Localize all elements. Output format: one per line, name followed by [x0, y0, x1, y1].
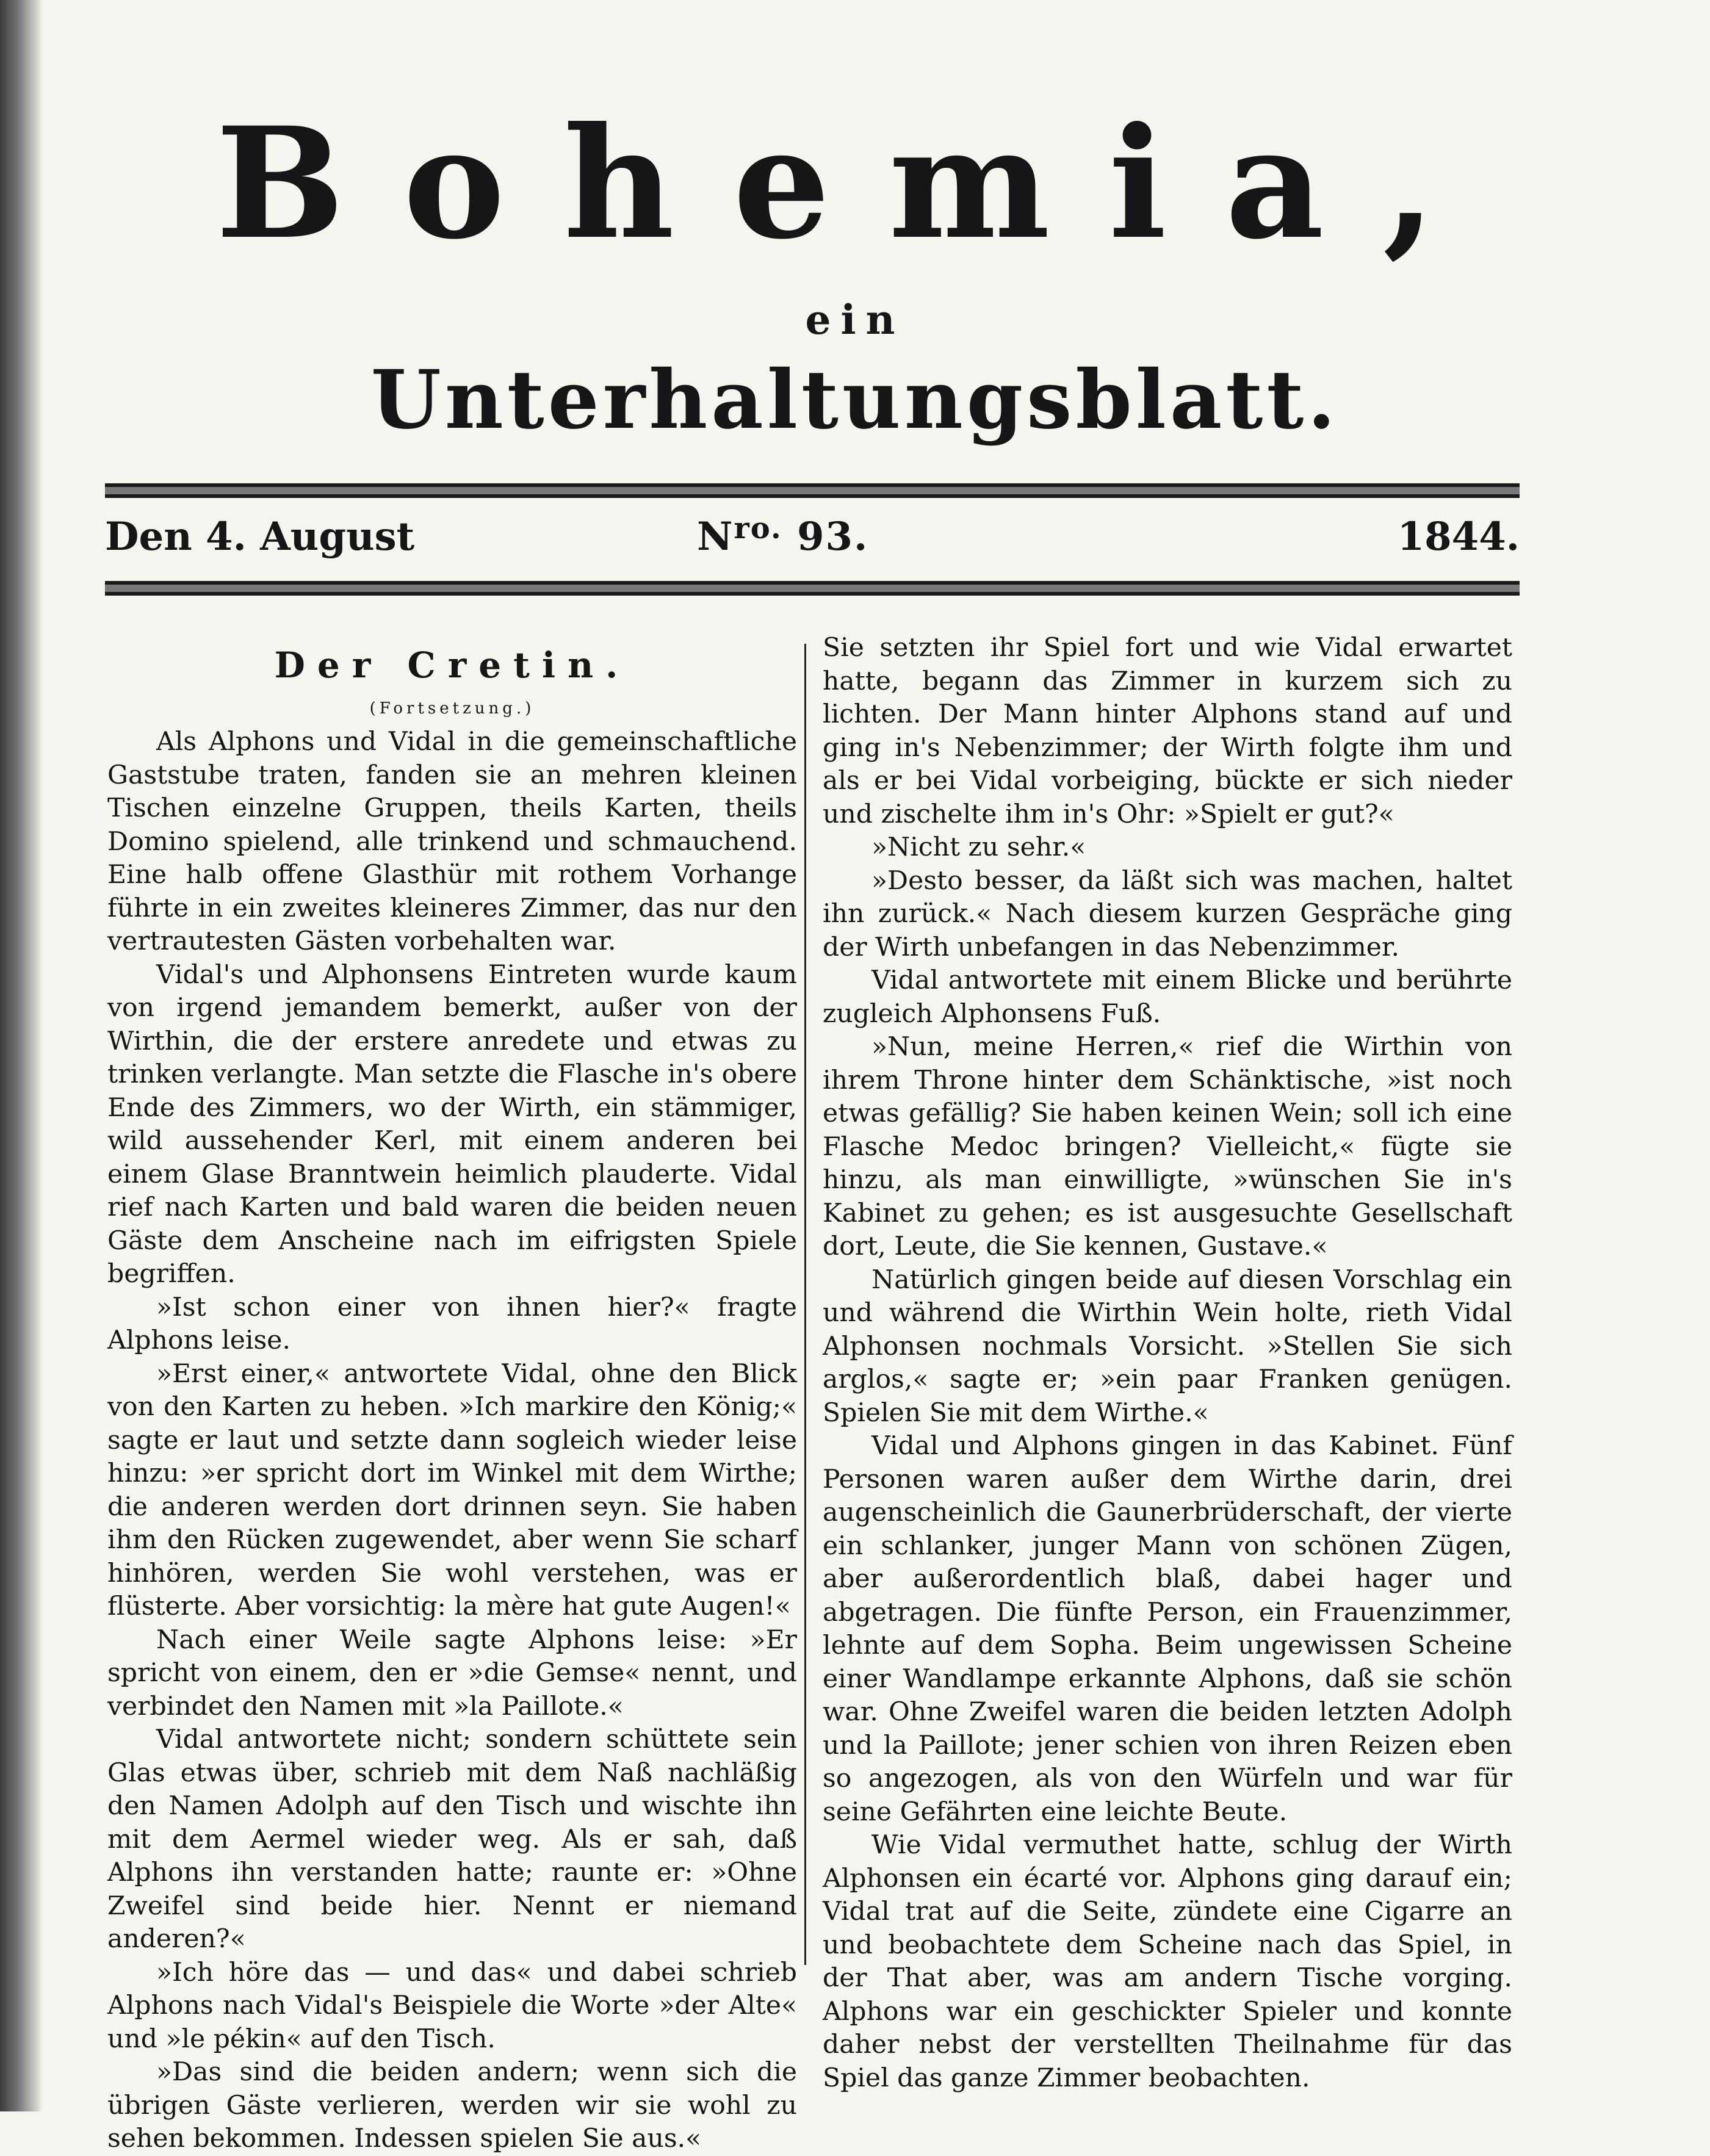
masthead-ein: ein — [805, 296, 905, 344]
paragraph: Sie setzten ihr Spiel fort und wie Vidal erwartet hatte, begann das Zimmer in kurzem sich zu lichten. Der Mann hinter Alphons stand auf und ging in's Nebenzimmer; der Wirth folgte ihm und als er bei Vidal vorbeiging, bückte er sich nieder und zischelte ihm in's Ohr: »Spielt er gut?« — [823, 633, 1512, 829]
article-column-left — [107, 632, 797, 2156]
paragraph: Natürlich gingen beide auf diesen Vorschlag ein und während die Wirthin Wein holte, rieth Vidal Alphonsen nochmals Vorsicht. »Stellen Sie sich arglos,« sagte er; »ein paar Franken genügen. Spielen Sie mit dem Wirthe.« — [823, 1264, 1512, 1428]
paragraph: Als Alphons und Vidal in die gemeinschaftliche Gaststube traten, fanden sie an mehren kleinen Tischen einzelne Gruppen, theils Karten, theils Domino spielend, alle trinkend und schmauchend. Eine halb offene Glasthür mit rothem Vorhange führte in ein zweites kleineres Zimmer, das nur den vertrautesten Gästen vorbehalten war. — [107, 727, 797, 956]
issue-year: 1844. — [1397, 514, 1520, 560]
top-double-rule — [105, 483, 1520, 498]
paragraph: »Nun, meine Herren,« rief die Wirthin von ihrem Throne hinter dem Schänktische, »ist noch etwas gefällig? Sie haben keinen Wein; soll ich eine Flasche Medoc bringen? Vielleicht,« fügte sie hinzu, als man einwilligte, »wünschen Sie in's Kabinet zu gehen; es ist ausgesuchte Gesellschaft dort, Leute, die Sie kennen, Gustave.« — [823, 1032, 1512, 1261]
bottom-double-rule — [105, 581, 1520, 596]
issue-number-value: 93. — [796, 514, 869, 560]
paragraph: Vidal antwortete mit einem Blicke und berührte zugleich Alphonsens Fuß. — [823, 965, 1512, 1029]
article-column-right — [823, 632, 1512, 2095]
paragraph: »Das sind die beiden andern; wenn sich die übrigen Gäste verlieren, werden wir sie wohl zu sehen bekommen. Indessen spielen Sie aus.« — [107, 2057, 797, 2154]
masthead-title: Bohemia, — [215, 93, 1495, 273]
paragraph: Vidal und Alphons gingen in das Kabinet. Fünf Personen waren außer dem Wirthe darin, drei augenscheinlich die Gaunerbrüderschaft, der vierte ein schlanker, junger Mann von schönen Zügen, aber außerordentlich blaß, dabei hager und abgetragen. Die fünfte Person, ein Frauenzimmer, lehnte auf dem Sopha. Beim ungewissen Scheine einer Wandlampe erkannte Alphons, daß sie schön war. Ohne Zweifel waren die beiden letzten Adolph und la Paillote; jener schien von ihren Reizen eben so angezogen, als von den Würfeln und war für seine Gefährten eine leichte Beute. — [823, 1431, 1512, 1827]
article-title: Der Cretin. — [274, 644, 630, 686]
issue-number — [697, 511, 869, 560]
column-divider — [804, 644, 806, 1965]
paragraph: »Erst einer,« antwortete Vidal, ohne den Blick von den Karten zu heben. »Ich markire den König;« sagte er laut und setzte dann sogleich wieder leise hinzu: »er spricht dort im Winkel mit dem Wirthe; die anderen werden dort drinnen seyn. Sie haben ihm den Rücken zugewendet, aber wenn Sie scharf hinhören, werden Sie wohl verstehen, was er flüsterte. Aber vorsichtig: la mère hat gute Augen!« — [107, 1358, 797, 1621]
paragraph: »Ist schon einer von ihnen hier?« fragte Alphons leise. — [107, 1292, 797, 1355]
masthead-subtitle: Unterhaltungsblatt. — [370, 353, 1340, 447]
paragraph: »Desto besser, da läßt sich was machen, haltet ihn zurück.« Nach diesem kurzen Gespräche ging der Wirth unbefangen in das Nebenzimmer. — [823, 865, 1512, 962]
article-continuation: (Fortsetzung.) — [369, 699, 535, 718]
paragraph: »Ich höre das — und das« und dabei schrieb Alphons nach Vidal's Beispiele die Worte »der Alte« und »le pékin« auf den Tisch. — [107, 1957, 797, 2054]
paragraph: Nach einer Weile sagte Alphons leise: »Er spricht von einem, den er »die Gemse« nennt, und verbindet den Namen mit »la Paillote.« — [107, 1624, 797, 1722]
issue-date: Den 4. August — [105, 514, 415, 560]
paragraph: Vidal antwortete nicht; sondern schüttete sein Glas etwas über, schrieb mit dem Naß nachläßig den Namen Adolph auf den Tisch und wischte ihn mit dem Aermel wieder weg. Als er sah, daß Alphons ihn verstanden hatte; raunte er: »Ohne Zweifel sind beide hier. Nennt er niemand anderen?« — [107, 1725, 797, 1954]
paragraph: Wie Vidal vermuthet hatte, schlug der Wirth Alphonsen ein écarté vor. Alphons ging darauf ein; Vidal trat auf die Seite, zündete eine Cigarre an und beobachtete dem Scheine nach das Spiel, in der That aber, was am andern Tische vorging. Alphons war ein geschickter Spieler und konnte daher nebst der verstellten Theilnahme für das Spiel das ganze Zimmer beobachten. — [823, 1830, 1512, 2093]
issue-prefix: N — [697, 514, 734, 560]
paragraph: »Nicht zu sehr.« — [871, 832, 1086, 862]
paragraph: Vidal's und Alphonsens Eintreten wurde kaum von irgend jemandem bemerkt, außer von der Wirthin, die der erstere anredete und etwas zu trinken verlangte. Man setzte die Flasche in's obere Ende des Zimmers, wo der Wirth, ein stämmiger, wild aussehender Kerl, mit einem anderen bei einem Glase Branntwein heimlich plauderte. Vidal rief nach Karten und bald waren die beiden neuen Gäste dem Anscheine nach im eifrigsten Spiele begriffen. — [107, 959, 797, 1289]
issue-ro: ro. — [734, 511, 782, 546]
